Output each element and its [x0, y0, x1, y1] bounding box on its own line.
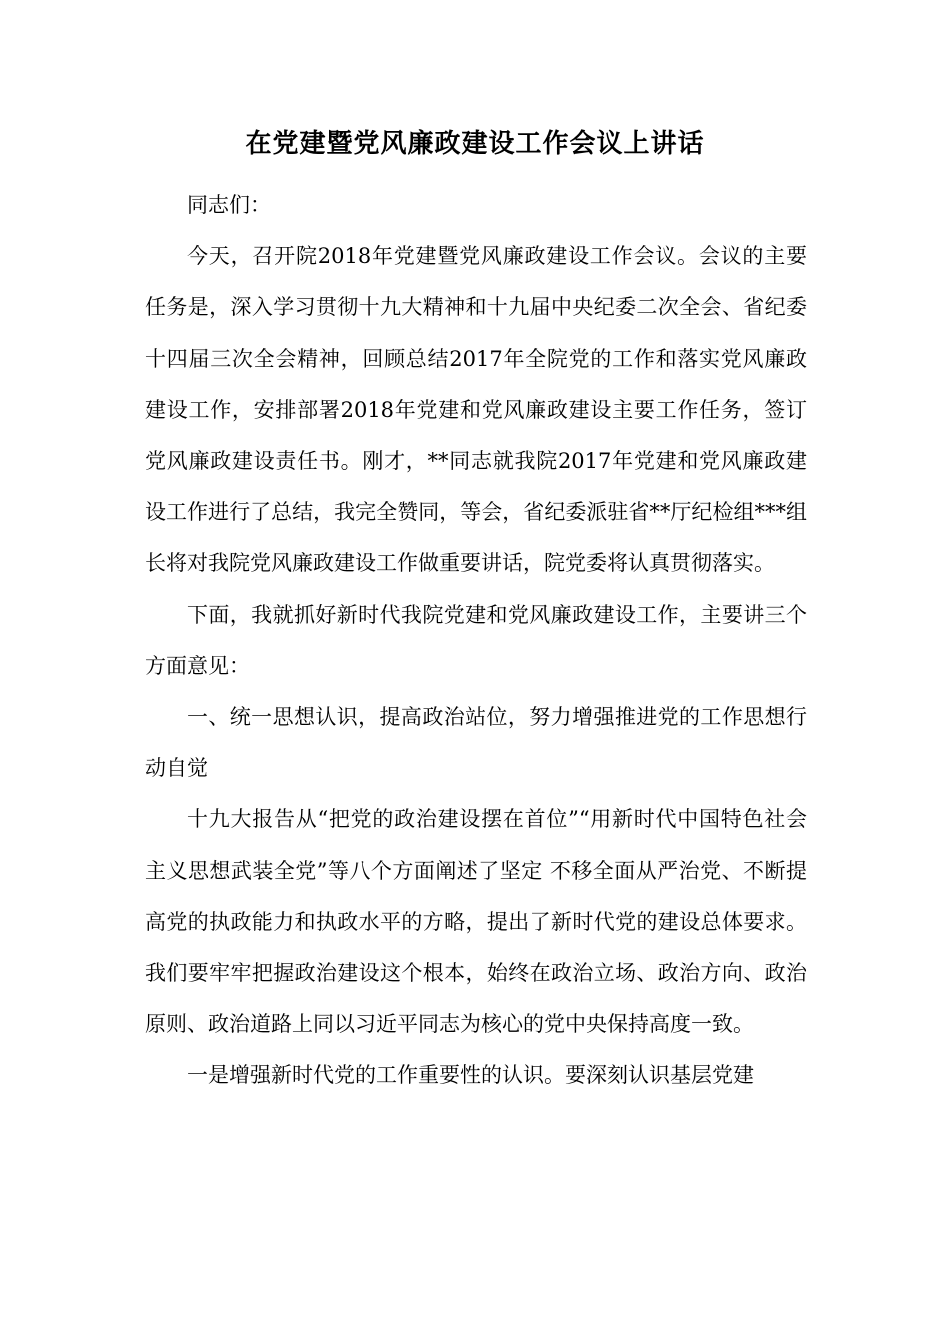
salutation-paragraph: 同志们： [187, 193, 271, 217]
section-1-paragraph: 十九大报告从“把党的政治建设摆在首位”“用新时代中国特色社会主义思想武装全党”等八个方面阐述了坚定 不移全面从严治党、不断提高党的执政能力和执政水平的方略，提出了新时代党的建设总体要求。我们要牢牢把握政治建设这个根本，始终在政治立场、政治方向、政治原则、政治道路上同以习近平同志为核心的党中央保持高度一致。 [145, 807, 807, 1037]
point-1-paragraph: 一是增强新时代党的工作重要性的认识。要深刻认识基层党建 [187, 1063, 754, 1088]
document-title: 在党建暨党风廉政建设工作会议上讲话 [245, 129, 705, 159]
opening-paragraph: 今天，召开院2018年党建暨党风廉政建设工作会议。会议的主要任务是，深入学习贯彻十九大精神和十九届中央纪委二次全会、省纪委十四届三次全会精神，回顾总结2017年全院党的工作和落实党风廉政建设工作，安排部署2018年党建和党风廉政建设主要工作任务，签订党风廉政建设责任书。刚才，**同志就我院2017年党建和党风廉政建设工作进行了总结，我完全赞同，等会，省纪委派驻省**厅纪检组***组长将对我院党风廉政建设工作做重要讲话，院党委将认真贯彻落实。 [145, 244, 807, 576]
document-body [145, 180, 807, 1102]
outline-paragraph: 下面，我就抓好新时代我院党建和党风廉政建设工作，主要讲三个方面意见： [145, 602, 807, 678]
section-heading-1: 一、统一思想认识，提高政治站位，努力增强推进党的工作思想行动自觉 [145, 705, 807, 781]
